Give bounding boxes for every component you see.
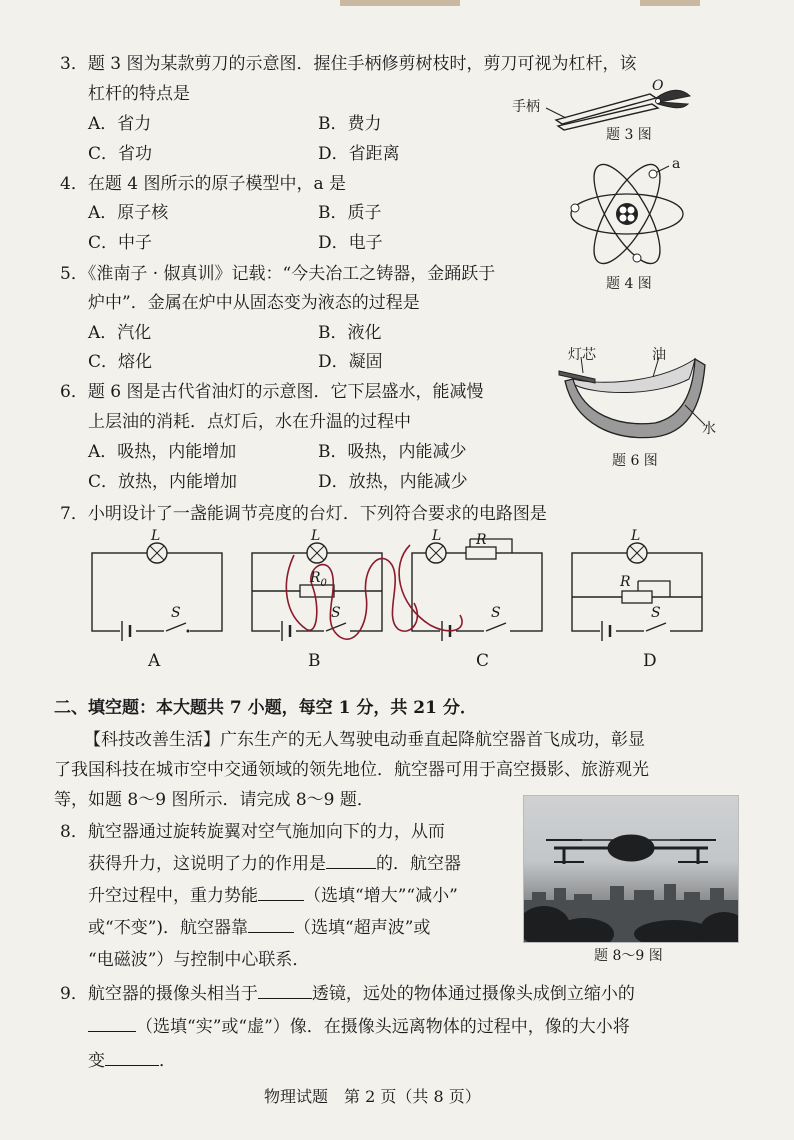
circuit-c-resistor-label: R	[476, 532, 487, 548]
circuit-b-lamp-label: L	[311, 528, 321, 544]
q8-line1: 8．航空器通过旋转旋翼对空气施加向下的力，从而	[60, 822, 445, 842]
circuit-a	[92, 543, 222, 641]
electron	[571, 204, 579, 212]
q5-line1: 5．《淮南子 · 俶真训》记载：“今夫冶工之铸器，金踊跃于	[60, 264, 496, 284]
scissors-handle-label: 手柄	[512, 99, 540, 115]
circuit-d-switch-label: S	[651, 605, 661, 621]
drone	[546, 836, 716, 864]
q3-line1: 3．题 3 图为某款剪刀的示意图．握住手柄修剪树枝时，剪刀可视为杠杆，该	[60, 54, 637, 74]
circuit-c-lamp-label: L	[432, 528, 442, 544]
q8-blank-3[interactable]	[248, 932, 294, 933]
q4-option-c: C．中子	[88, 233, 153, 253]
scissors-pivot-label: O	[652, 78, 664, 94]
q3-option-b: B．费力	[318, 114, 382, 134]
q9-blank-2[interactable]	[88, 1031, 136, 1032]
q3-line2: 杠杆的特点是	[88, 84, 190, 104]
circuit-d	[572, 543, 702, 641]
q6-line1: 6．题 6 图是古代省油灯的示意图．它下层盛水，能减慢	[60, 382, 484, 402]
fig4-caption: 题 4 图	[606, 276, 652, 292]
q8-line3: 升空过程中，重力势能 （选填“增大”“减小”	[88, 886, 458, 906]
section2-intro-line2: 了我国科技在城市空中交通领域的领先地位．航空器可用于高空摄影、旅游观光	[54, 760, 649, 780]
q8-line2: 获得升力，这说明了力的作用是 的．航空器	[88, 854, 461, 874]
circuit-b-letter: B	[308, 651, 321, 671]
q6-option-b: B．吸热，内能减少	[318, 442, 467, 462]
q6-option-c: C．放热，内能增加	[88, 472, 238, 492]
circuit-b-resistor-label: $R_0$	[310, 570, 327, 589]
scissors-blade-lower	[658, 102, 688, 108]
circuit-d-resistor-label: R	[620, 574, 631, 590]
q9-line3: 变 ．	[88, 1051, 176, 1071]
circuit-a-lamp-label: L	[151, 528, 161, 544]
q5-option-c: C．熔化	[88, 352, 153, 372]
lamp-oil-label: 油	[652, 347, 666, 363]
q9-line1: 9．航空器的摄像头相当于 透镜，远处的物体通过摄像头成倒立缩小的	[60, 984, 635, 1004]
top-edge	[340, 0, 460, 6]
q6-option-d: D．放热，内能减少	[318, 472, 468, 492]
q5-option-b: B．液化	[318, 323, 382, 343]
circuit-b-switch-label: S	[331, 605, 341, 621]
q5-option-a: A．汽化	[88, 323, 152, 343]
q9-line2: （选填“实”或“虚”）像．在摄像头远离物体的过程中，像的大小将	[88, 1016, 630, 1038]
q9-blank-3[interactable]	[105, 1065, 159, 1066]
lamp-water-label: 水	[702, 421, 716, 437]
aircraft-photo	[523, 795, 739, 943]
q5-line2: 炉中”．金属在炉中从固态变为液态的过程是	[88, 293, 420, 313]
photo-caption: 题 8～9 图	[594, 948, 663, 964]
q4-option-b: B．质子	[318, 203, 382, 223]
circuit-c-switch-label: S	[491, 605, 501, 621]
circuit-a-letter: A	[148, 651, 161, 671]
fig3-caption: 题 3 图	[606, 127, 652, 143]
fig6-caption: 题 6 图	[612, 453, 658, 469]
q9-blank-1[interactable]	[258, 998, 312, 999]
circuit-c-letter: C	[476, 651, 490, 671]
handle-pointer	[546, 108, 566, 118]
q8-line5: “电磁波”）与控制中心联系．	[88, 950, 310, 970]
section2-intro-line3: 等，如题 8～9 图所示．请完成 8～9 题．	[54, 790, 374, 810]
lamp-wick-label: 灯芯	[568, 347, 596, 363]
electron	[649, 170, 657, 178]
q8-blank-1[interactable]	[326, 868, 376, 869]
q7-line1: 7．小明设计了一盏能调节亮度的台灯．下列符合要求的电路图是	[60, 504, 547, 524]
q8-line4: 或“不变”)．航空器靠 （选填“超声波”或	[88, 918, 431, 938]
circuit-d-lamp-label: L	[631, 528, 641, 544]
q4-option-d: D．电子	[318, 233, 383, 253]
circuit-d-letter: D	[643, 651, 657, 671]
q4-option-a: A．原子核	[88, 203, 169, 223]
page-footer: 物理试题 第 2 页（共 8 页）	[264, 1087, 481, 1106]
q3-option-c: C．省功	[88, 144, 153, 164]
q4-line1: 4．在题 4 图所示的原子模型中，a 是	[60, 174, 346, 194]
q8-blank-2[interactable]	[258, 900, 304, 901]
q3-option-a: A．省力	[88, 114, 152, 134]
pivot-point	[656, 99, 661, 104]
section2-intro-line1: 【科技改善生活】广东生产的无人驾驶电动垂直起降航空器首飞成功，彰显	[84, 730, 645, 750]
q6-line2: 上层油的消耗．点灯后，水在升温的过程中	[88, 412, 411, 432]
lamp-oil-layer	[573, 359, 695, 393]
q6-option-a: A．吸热，内能增加	[88, 442, 237, 462]
top-edge-2	[640, 0, 700, 6]
section2-header: 二、填空题：本大题共 7 小题，每空 1 分，共 21 分．	[54, 698, 477, 718]
atom-a-label: a	[672, 156, 681, 172]
nucleus	[616, 203, 638, 225]
q5-option-d: D．凝固	[318, 352, 383, 372]
electron	[633, 254, 641, 262]
q3-option-d: D．省距离	[318, 144, 400, 164]
circuit-a-switch-label: S	[171, 605, 181, 621]
